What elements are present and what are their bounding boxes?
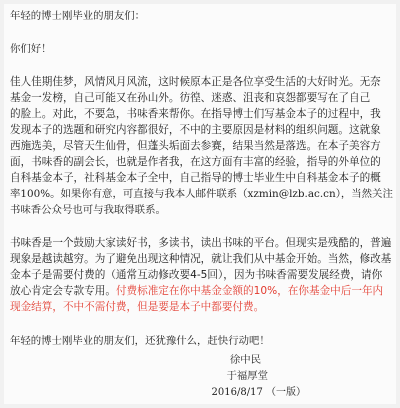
fee-highlight: 现金结算，不中不需付费， <box>10 301 138 313</box>
letter-page <box>4 4 396 404</box>
paragraph-line: 书味香是一个鼓励大家读好书，多读书，读出书味的平台。但现实是残酷的，普遍 <box>10 237 392 249</box>
paragraph-line: 书味香公众号也可与我取得联系。 <box>10 204 166 216</box>
paragraph-line: 西施选美，尽管天生仙骨，但蓬头垢面去参赛，结果当然是落选。在本子美容方 <box>10 140 381 152</box>
paragraph-text: 放心肯定会专款专用。 <box>10 285 116 297</box>
paragraph-line: 基金一发榜，自己可能又在孙山外。彷徨、迷惑、沮丧和哀怨都要写在了自己 <box>10 92 371 104</box>
greeting: 你们好！ <box>10 43 52 55</box>
paragraph-line: 现象是越读越穷。为了避免出现这种情况，就让我们从中基金开始。当然，修改基 <box>10 253 392 265</box>
paragraph-line <box>10 301 264 314</box>
paragraph-line: 率100%。如果你有意，可直接与我本人邮件联系（xzmin@lzb.ac.cn），当然关注 <box>10 188 393 200</box>
closing-line: 年轻的博士刚毕业的朋友们，还犹豫什么，赶快行动吧！ <box>10 335 270 347</box>
salutation: 年轻的博士刚毕业的朋友们： <box>10 10 146 22</box>
paragraph-line: 发现本子的选题和研究内容都很好，不中的主要原因是材料的组织问题。这就象 <box>10 124 381 136</box>
paragraph-line <box>10 285 383 298</box>
paragraph-line: 佳人佳期佳梦，风情风月风流，这时候原本正是各位享受生活的大好时光。无奈 <box>10 76 381 88</box>
paragraph-line: 金本子是需要付费的（通常互动修改要4-5回），因为书味香需要发展经费，请你 <box>10 269 383 281</box>
fee-highlight: 付费标准定在你中基金金额的10%，在你基金中后一年内 <box>115 285 384 297</box>
paragraph-line: 面，书味香的副会长，也就是作者我，在这方面有丰富的经验，指导的外单位的 <box>10 156 381 168</box>
letter-date: 2016/8/17 （一版） <box>211 387 306 398</box>
fee-highlight: 但是要是本子中都要付费。 <box>137 301 265 313</box>
paragraph-line: 自科基金本子，社科基金本子全中，自己指导的博士毕业生中自科基金本子的概 <box>10 172 381 184</box>
signature-place: 于福厚堂 <box>226 370 268 382</box>
paragraph-line: 的脸上。对此，不要急，书味香来帮你。在指导博士们写基金本子的过程中，我 <box>10 108 381 120</box>
signature-name: 徐中民 <box>229 354 261 366</box>
